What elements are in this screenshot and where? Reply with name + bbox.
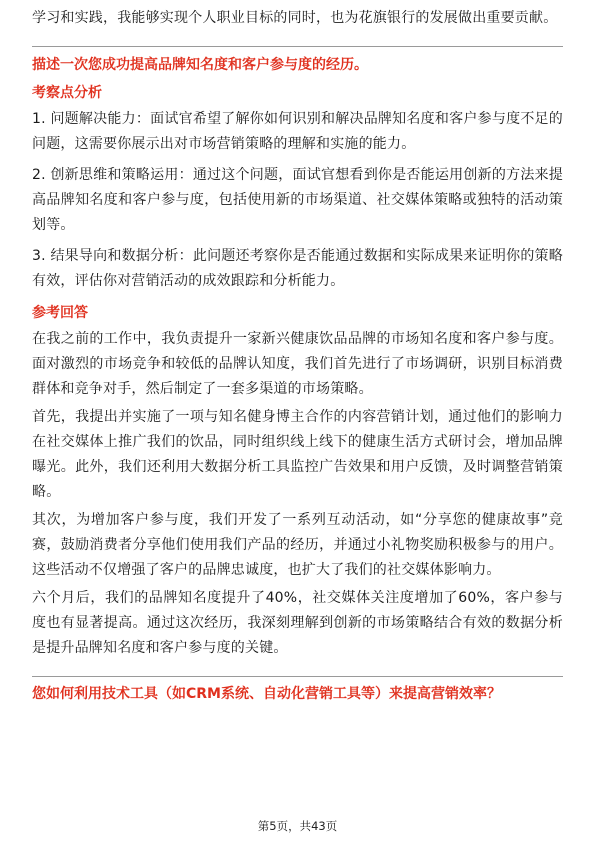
analysis-item: 1. 问题解决能力：面试官希望了解你如何识别和解决品牌知名度和客户参与度不足的问题，这需要你展示出对市场营销策略的理解和实施的能力。 bbox=[32, 111, 563, 152]
page-footer: 第5页，共43页 bbox=[257, 819, 338, 833]
analysis-title: 考察点分析 bbox=[32, 85, 102, 101]
divider bbox=[32, 676, 563, 677]
answer-paragraph: 在我之前的工作中，我负责提升一家新兴健康饮品品牌的市场知名度和客户参与度。面对激烈的市场竞争和较低的品牌认知度，我们首先进行了市场调研，识别目标消费群体和竞争对手，然后制定了一套多渠道的市场策略。 bbox=[32, 331, 563, 397]
analysis-item: 3. 结果导向和数据分析：此问题还考察你是否能通过数据和实际成果来证明你的策略有效，评估你对营销活动的成效跟踪和分析能力。 bbox=[32, 248, 563, 289]
answer-paragraph: 首先，我提出并实施了一项与知名健身博主合作的内容营销计划，通过他们的影响力在社交媒体上推广我们的饮品，同时组织线上线下的健康生活方式研讨会，增加品牌曝光。此外，我们还利用大数据分析工具监控广告效果和用户反馈，及时调整营销策略。 bbox=[32, 409, 563, 500]
analysis-item: 2. 创新思维和策略运用：通过这个问题，面试官想看到你是否能运用创新的方法来提高品牌知名度和客户参与度，包括使用新的市场渠道、社交媒体策略或独特的活动策划等。 bbox=[32, 167, 563, 233]
intro-paragraph: 学习和实践，我能够实现个人职业目标的同时，也为花旗银行的发展做出重要贡献。 bbox=[32, 10, 558, 26]
answer-paragraph: 其次，为增加客户参与度，我们开发了一系列互动活动，如“分享您的健康故事”竞赛，鼓励消费者分享他们使用我们产品的经历，并通过小礼物奖励积极参与的用户。这些活动不仅增强了客户的品牌忠诚度，也扩大了我们的社交媒体影响力。 bbox=[32, 512, 563, 578]
divider bbox=[32, 46, 563, 47]
answer-title: 参考回答 bbox=[32, 305, 88, 321]
question-heading: 描述一次您成功提高品牌知名度和客户参与度的经历。 bbox=[32, 57, 368, 73]
document-page bbox=[32, 0, 563, 705]
question-heading: 您如何利用技术工具（如CRM系统、自动化营销工具等）来提高营销效率？ bbox=[32, 686, 501, 702]
answer-paragraph: 六个月后，我们的品牌知名度提升了40%，社交媒体关注度增加了60%，客户参与度也有显著提高。通过这次经历，我深刻理解到创新的市场策略结合有效的数据分析是提升品牌知名度和客户参与度的关键。 bbox=[32, 590, 563, 656]
